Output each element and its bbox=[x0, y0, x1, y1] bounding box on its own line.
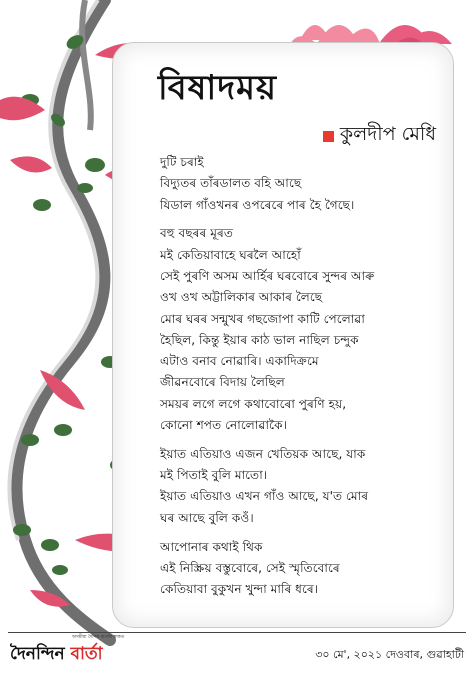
poem-line: মোৰ ঘৰৰ সন্মুখৰ গছজোপা কাটি পেলোৱা bbox=[160, 311, 365, 326]
stanza bbox=[160, 152, 450, 216]
poem-line: দুটি চৰাই bbox=[160, 155, 204, 169]
leaf-icon bbox=[54, 424, 72, 436]
stanza bbox=[160, 444, 450, 529]
poem-line: সেই পুৰণি অসম আর্হিৰ ঘৰবোৰে সুন্দৰ আৰু bbox=[160, 268, 375, 283]
poem-line: এই নিস্ক্ৰিয় বস্তুবোৰে, সেই স্মৃতিবোৰে bbox=[160, 560, 340, 575]
author-name: কুলদীপ মেধি bbox=[339, 123, 436, 145]
red-square-icon bbox=[323, 131, 334, 142]
poem-line: ওখ ওখ অট্টালিকাৰ আকাৰ লৈছে bbox=[160, 290, 323, 305]
leaf-icon bbox=[85, 158, 105, 172]
newspaper-name-part1: দৈনন্দিন bbox=[10, 643, 71, 664]
poem-line: জীৱনবোৰে বিদায় লৈছিল bbox=[160, 375, 285, 390]
petal-icon bbox=[10, 156, 52, 172]
poem-line: ইয়াত এতিয়াও এখন গাঁও আছে, য'ত মোৰ bbox=[160, 489, 369, 504]
poem-line: আপোনাৰ কথাই থিক bbox=[160, 539, 263, 554]
leaf-icon bbox=[77, 183, 93, 193]
leaf-icon bbox=[33, 199, 51, 211]
poem-line: এটাও বনাব নোৱাৰি। একাদিক্ৰমে bbox=[160, 354, 319, 369]
poem-line: সময়ৰ লগে লগে কথাবোৰো পুৰণি হয়, bbox=[160, 396, 347, 411]
leaf-icon bbox=[52, 565, 68, 575]
poem-line: কোনো শপত নোলোৱাকৈ। bbox=[160, 418, 288, 433]
poem-title: বিষাদময় bbox=[158, 68, 278, 108]
poem-body bbox=[160, 152, 450, 608]
leaf-icon bbox=[21, 434, 39, 446]
poem-line: বিদ্যুতৰ তাঁৰডালত বহি আছে bbox=[160, 176, 302, 191]
poem-line: যিডাল গাঁওখনৰ ওপৰেৰে পাৰ হৈ গৈছে। bbox=[160, 197, 355, 212]
poem-line: হৈছিল, কিন্তু ইয়াৰ কাঠ ভাল নাছিল চন্দুক bbox=[160, 332, 359, 347]
stanza bbox=[160, 223, 450, 436]
poem-line: ঘৰ আছে বুলি কওঁ। bbox=[160, 510, 254, 525]
dateline: ৩০ মে', ২০২১ দেওবাৰ, গুৱাহাটী bbox=[315, 648, 464, 661]
poem-line: মই পিতাই বুলি মাতো। bbox=[160, 468, 268, 483]
leaf-icon bbox=[13, 524, 31, 536]
poem-line: কেতিয়াবা বুকুখন খুন্দা মাৰি ধৰে। bbox=[160, 582, 319, 597]
poem-line: বহু বছৰৰ মূৰত bbox=[160, 226, 233, 241]
author-byline bbox=[323, 120, 436, 152]
stanza bbox=[160, 537, 450, 601]
newspaper-masthead bbox=[10, 636, 124, 666]
newspaper-name bbox=[10, 641, 124, 669]
masthead-tagline: অসমীয়া দৈনিক বাতৰি কাকত bbox=[72, 634, 125, 640]
poem-line: ইয়াত এতিয়াও এজন খেতিয়ক আছে, যাক bbox=[160, 446, 366, 461]
leaf-icon bbox=[41, 539, 59, 551]
newspaper-name-part2: বাৰ্তা bbox=[70, 643, 103, 664]
poem-line: মই কেতিয়াবাহে ঘৰলৈ আহোঁ bbox=[160, 247, 301, 262]
